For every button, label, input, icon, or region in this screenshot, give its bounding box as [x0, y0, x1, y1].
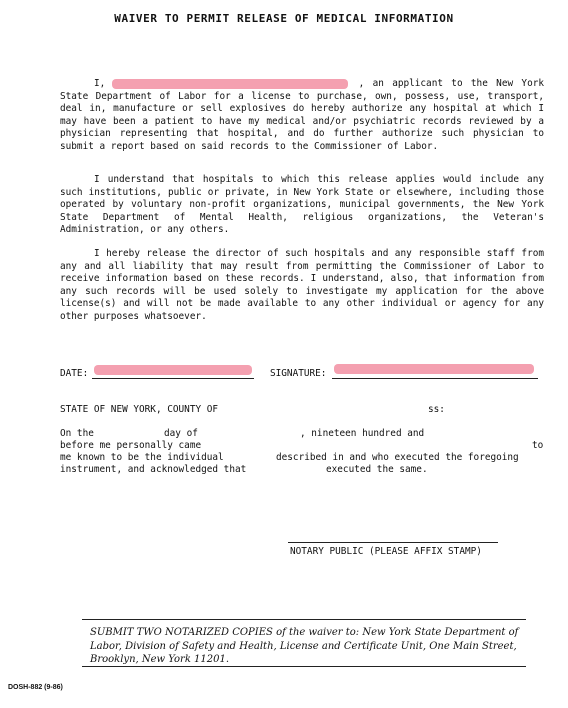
submit-instructions: SUBMIT TWO NOTARIZED COPIES of the waiver to: New York State Department of Labor, Division of Safety and Health, License and Certificate Unit, One Main Street, Brooklyn, New York 11201. — [90, 627, 519, 665]
hospitals-paragraph: I understand that hospitals to which this release applies would include any such institutions, public or private, in New York State or elsewhere, including those operated by voluntary non-profit organizations, municipal governments, the New York State Department of Mental Health, religious organizations, the Veteran's Administration, or any others. — [60, 174, 544, 236]
date-label: DATE: — [60, 368, 89, 379]
release-paragraph: I hereby release the director of such hospitals and any responsible staff from any and all liability that may result from permitting the Commissioner of Labor to receive information based on these records. I understand, also, that information from any such records will be used solely to investigate my application for the above license(s) and will not be made available to any other individual or agency for any other purposes whatsoever. — [60, 248, 544, 322]
form-number: DOSH-882 (9-86) — [8, 684, 63, 691]
signature-line[interactable] — [332, 378, 538, 379]
signature-label: SIGNATURE: — [270, 368, 327, 379]
footer-top-rule — [82, 619, 526, 620]
known-label: me known to be the individual — [60, 452, 224, 463]
redacted-date — [94, 365, 252, 375]
footer-bottom-rule — [82, 666, 526, 667]
redacted-applicant-name — [112, 79, 348, 89]
instrument-label: instrument, and acknowledged that — [60, 464, 247, 475]
to-label: to — [532, 440, 544, 451]
nineteen-hundred-label: , nineteen hundred and — [300, 428, 425, 439]
on-the-label: On the — [60, 428, 94, 439]
state-county-line: STATE OF NEW YORK, COUNTY OF — [60, 404, 219, 415]
notary-public-label: NOTARY PUBLIC (PLEASE AFFIX STAMP) — [290, 546, 482, 557]
described-label: described in and who executed the foregoing — [276, 452, 519, 463]
before-me-label: before me personally came — [60, 440, 202, 451]
document-title: WAIVER TO PERMIT RELEASE OF MEDICAL INFORMATION — [114, 12, 454, 25]
para1-text: , an applicant to the New York State Department of Labor for a license to purchase, own, possess, use, transport, deal in, manufacture or sell explosives do hereby authorize any hospital at which I may have been a patient to have my medical and/or psychiatric records reviewed by a physician representing that hospital, and do further authorize such physician to submit a report based on said records to the Commissioner of Labor. — [60, 78, 544, 152]
redacted-signature — [334, 364, 534, 374]
day-of-label: day of — [164, 428, 198, 439]
para1-lead: I, — [94, 78, 106, 89]
authorization-paragraph — [60, 78, 544, 154]
executed-label: executed the same. — [326, 464, 428, 475]
notary-signature-line[interactable] — [288, 542, 498, 543]
date-line[interactable] — [92, 378, 254, 379]
ss-label: ss: — [428, 404, 445, 415]
